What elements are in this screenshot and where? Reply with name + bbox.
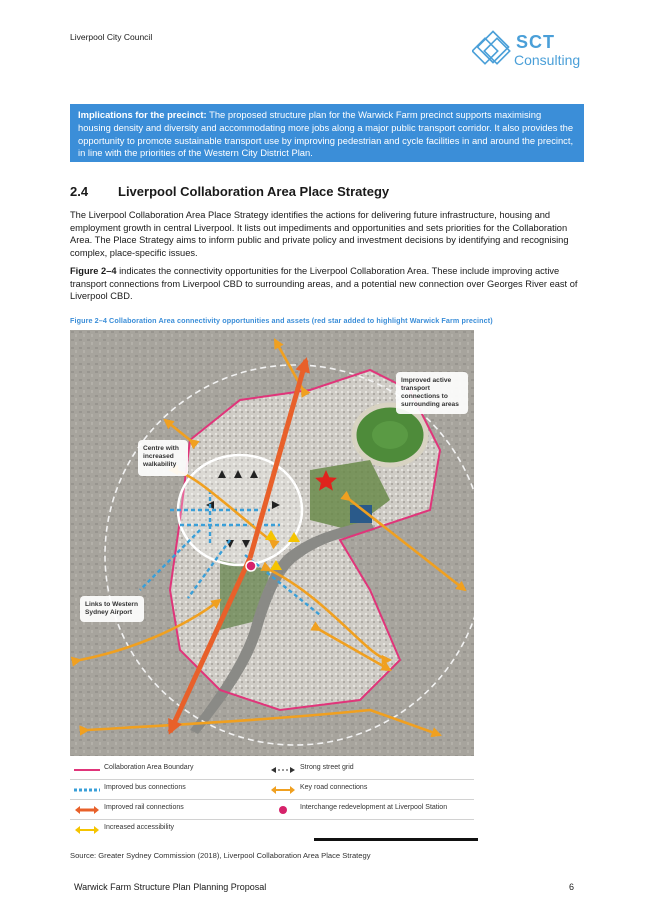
legend-boundary: Collaboration Area Boundary bbox=[104, 764, 194, 771]
legend-row bbox=[70, 820, 474, 840]
dashed-arrows-icon bbox=[270, 765, 296, 775]
section-heading bbox=[70, 184, 389, 199]
legend-interchange: Interchange redevelopment at Liverpool Station bbox=[300, 804, 448, 811]
figure-caption: Figure 2–4 Collaboration Area connectivity opportunities and assets (red star added to highlight Warwick Farm precinct) bbox=[70, 316, 493, 325]
sct-consulting-logo bbox=[472, 30, 592, 72]
section-title: Liverpool Collaboration Area Place Strategy bbox=[118, 184, 390, 199]
legend-row bbox=[70, 800, 474, 820]
pink-line-icon bbox=[74, 765, 100, 775]
legend-street-grid: Strong street grid bbox=[300, 764, 354, 771]
orange-red-arrow-icon bbox=[74, 805, 100, 815]
pink-dot-icon bbox=[270, 805, 296, 815]
legend-rail: Improved rail connections bbox=[104, 804, 184, 811]
svg-text:connections to: connections to bbox=[401, 393, 448, 400]
legend-divider bbox=[314, 838, 478, 841]
logo-text-sct: SCT bbox=[516, 32, 555, 52]
svg-text:surrounding areas: surrounding areas bbox=[401, 401, 459, 408]
legend-row bbox=[70, 780, 474, 800]
map-legend bbox=[70, 760, 480, 840]
yellow-arrow-icon bbox=[74, 825, 100, 835]
svg-text:Improved active: Improved active bbox=[401, 377, 452, 384]
orange-double-arrow-icon bbox=[270, 785, 296, 795]
legend-accessibility: Increased accessibility bbox=[104, 824, 175, 831]
logo-icon bbox=[472, 30, 516, 72]
label-centre-walkability bbox=[138, 440, 188, 476]
figure-reference-link[interactable]: Figure 2–4 bbox=[70, 266, 117, 276]
paragraph-connectivity-text: indicates the connectivity opportunities for the Liverpool Collaboration Area. These include improving active transport connections from Liverpool CBD to surrounding areas, and a potential new connection over Georges River east of Liverpool CBD. bbox=[70, 266, 578, 302]
legend-row bbox=[70, 760, 474, 780]
interchange-liverpool-station bbox=[246, 561, 256, 571]
paragraph-place-strategy: The Liverpool Collaboration Area Place Strategy identifies the actions for delivering future infrastructure, housing and employment growth in central Liverpool. It lists out impediments and opportunities and sets priorities for the Collaboration Area. The Place Strategy aims to inform public and private policy and investment decisions by identifying and recognising complex, place-specific issues. bbox=[70, 210, 569, 258]
header-organisation: Liverpool City Council bbox=[70, 32, 153, 42]
footer-page-number: 6 bbox=[569, 882, 575, 892]
footer-document-title: Warwick Farm Structure Plan Planning Proposal bbox=[74, 882, 267, 892]
legend-bus: Improved bus connections bbox=[104, 784, 186, 791]
svg-text:increased: increased bbox=[143, 453, 174, 460]
section-number: 2.4 bbox=[70, 184, 89, 199]
collaboration-area-map bbox=[70, 330, 474, 756]
logo-text-consulting: Consulting bbox=[514, 52, 581, 68]
figure-source: Source: Greater Sydney Commission (2018), Liverpool Collaboration Area Place Strategy bbox=[70, 851, 371, 860]
blue-dashed-line-icon bbox=[74, 785, 100, 795]
svg-text:walkability: walkability bbox=[143, 461, 177, 468]
svg-text:Sydney Airport: Sydney Airport bbox=[85, 609, 133, 616]
label-active-transport bbox=[396, 372, 468, 414]
callout-text: The proposed structure plan for the Warwick Farm precinct supports maximising housing density and diversity and accommodating more jobs along a major public transport corridor. It also provides the opportunity to promote sustainable transport use by improving pedestrian and cycle facilities in and around the precinct, in line with the priorities of the Western City District Plan. bbox=[78, 109, 574, 159]
label-western-sydney-airport bbox=[80, 596, 144, 622]
callout-label: Implications for the precinct: bbox=[78, 109, 207, 120]
svg-text:transport: transport bbox=[401, 385, 430, 392]
legend-key-road: Key road connections bbox=[300, 784, 368, 791]
svg-text:Centre with: Centre with bbox=[143, 445, 179, 452]
implications-callout bbox=[70, 104, 584, 162]
svg-text:Links to Western: Links to Western bbox=[85, 601, 139, 608]
paragraph-connectivity bbox=[70, 265, 584, 303]
